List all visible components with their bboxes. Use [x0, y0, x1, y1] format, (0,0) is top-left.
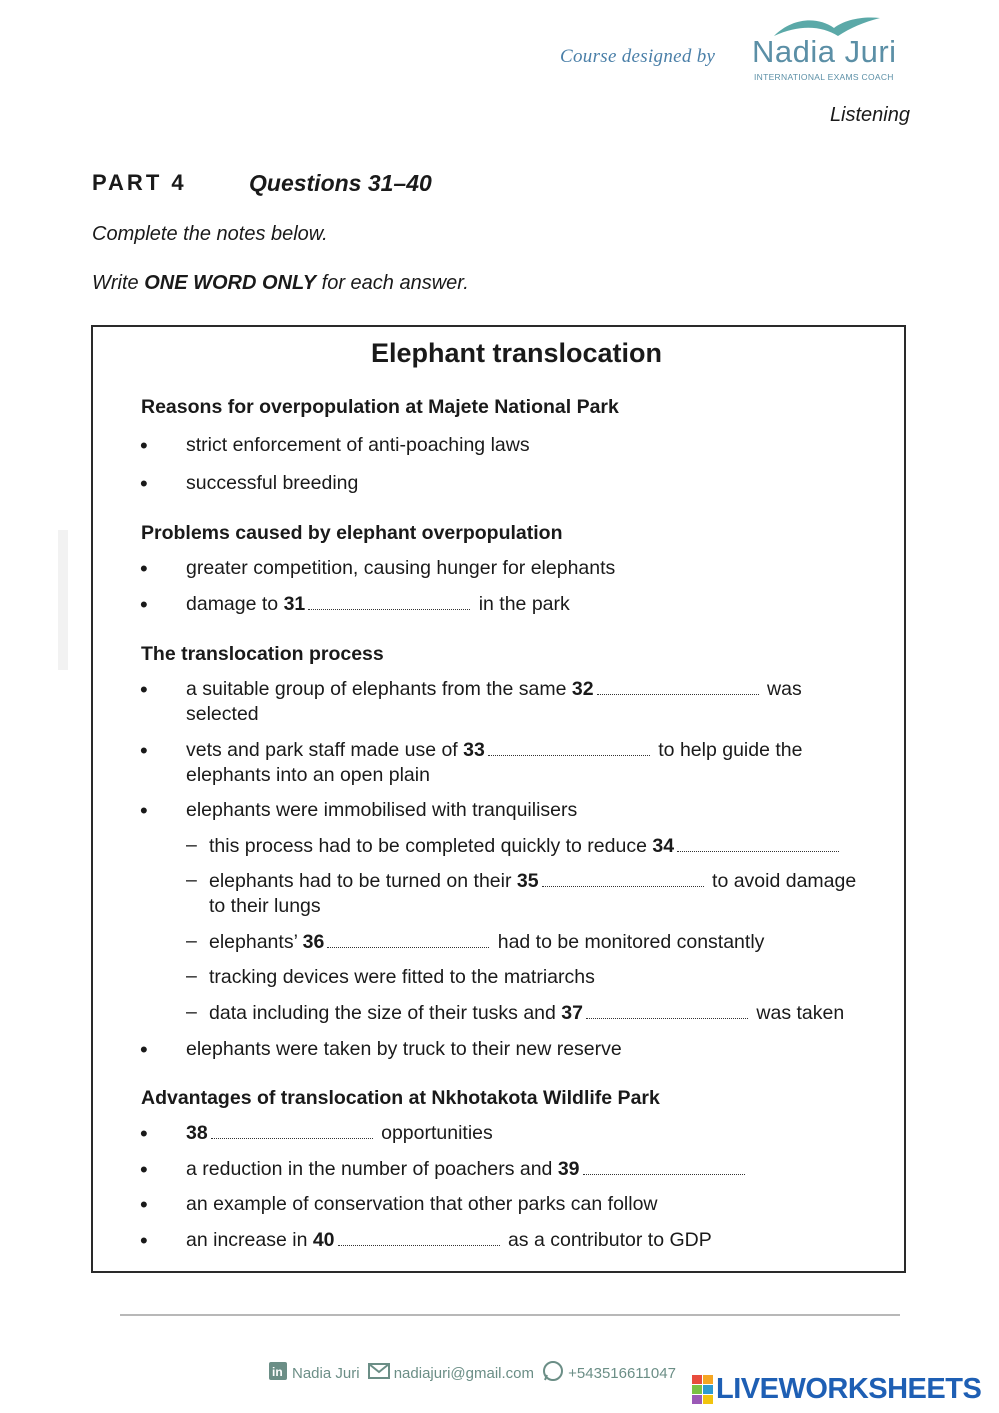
answer-blank-34[interactable]	[677, 837, 839, 852]
answer-blank-31[interactable]	[308, 595, 470, 610]
email-address[interactable]: nadiajuri@gmail.com	[393, 1364, 534, 1382]
page-edge-shadow	[58, 530, 68, 670]
note-item: an example of conservation that other parks can follow	[186, 1193, 658, 1215]
answer-blank-33[interactable]	[488, 741, 650, 756]
dash-icon: –	[186, 930, 197, 952]
dash-icon: –	[186, 834, 197, 856]
answer-blank-32[interactable]	[597, 680, 759, 695]
liveworksheets-icon	[692, 1375, 714, 1405]
bullet-icon: •	[140, 1228, 148, 1253]
section-heading-process: The translocation process	[141, 643, 384, 665]
bullet-icon: •	[140, 592, 148, 617]
questions-range: Questions 31–40	[249, 170, 432, 196]
sub-item-q35: elephants had to be turned on their 35 to avoid damage to their lungs	[209, 870, 857, 917]
note-item: elephants were taken by truck to their new reserve	[186, 1038, 622, 1060]
notes-title: Elephant translocation	[370, 338, 663, 368]
note-item: greater competition, causing hunger for elephants	[186, 557, 616, 579]
instruction-complete: Complete the notes below.	[92, 223, 328, 245]
svg-text:in: in	[272, 1365, 283, 1379]
part-label: PART 4	[92, 170, 187, 195]
bullet-icon: •	[140, 1037, 148, 1062]
course-designed-by: Course designed by	[560, 46, 716, 67]
note-item-q40: an increase in 40 as a contributor to GDP	[186, 1229, 712, 1251]
logo-subtitle: INTERNATIONAL EXAMS COACH	[754, 72, 894, 82]
note-item-q33: vets and park staff made use of 33 to help guide the elephants into an open plain	[186, 739, 803, 786]
bullet-icon: •	[140, 471, 148, 496]
section-label: Listening	[829, 104, 910, 126]
note-item: strict enforcement of anti-poaching laws	[186, 434, 530, 456]
section-heading-problems: Problems caused by elephant overpopulation	[141, 522, 563, 544]
phone-number[interactable]: +543516611047	[568, 1364, 676, 1382]
section-heading-reasons: Reasons for overpopulation at Majete National Park	[141, 396, 619, 418]
note-item-q39: a reduction in the number of poachers and 39	[186, 1157, 886, 1182]
sub-item-q36: elephants’ 36 had to be monitored constantly	[209, 931, 765, 953]
bullet-icon: •	[140, 1121, 148, 1146]
whatsapp-icon	[542, 1369, 564, 1386]
dash-icon: –	[186, 869, 197, 891]
bullet-icon: •	[140, 433, 148, 458]
dash-icon: –	[186, 965, 197, 987]
bullet-icon: •	[140, 1192, 148, 1217]
footer-divider	[120, 1314, 900, 1316]
note-item: successful breeding	[186, 472, 359, 494]
sub-item-q34: this process had to be completed quickly to reduce 34	[209, 834, 899, 859]
logo-name: Nadia Juri	[752, 34, 897, 69]
answer-blank-37[interactable]	[586, 1004, 748, 1019]
liveworksheets-brand: LIVEWORKSHEETS	[716, 1373, 982, 1405]
note-item-q38: 38 opportunities	[186, 1122, 493, 1144]
note-item-q31: damage to 31 in the park	[186, 593, 570, 615]
email-icon	[368, 1367, 390, 1384]
answer-blank-36[interactable]	[327, 933, 489, 948]
note-item-q32: a suitable group of elephants from the same 32 was selected	[186, 678, 802, 725]
bullet-icon: •	[140, 556, 148, 581]
sub-item: tracking devices were fitted to the matriarchs	[209, 966, 595, 988]
bullet-icon: •	[140, 1157, 148, 1182]
answer-blank-40[interactable]	[338, 1231, 500, 1246]
section-heading-advantages: Advantages of translocation at Nkhotakota Wildlife Park	[141, 1087, 660, 1109]
liveworksheets-logo	[692, 1373, 992, 1407]
answer-blank-38[interactable]	[211, 1124, 373, 1139]
answer-blank-39[interactable]	[583, 1160, 745, 1175]
note-item: elephants were immobilised with tranquilisers	[186, 799, 578, 821]
brand-logo	[752, 14, 912, 86]
sub-item-q37: data including the size of their tusks and 37 was taken	[209, 1002, 845, 1024]
linkedin-icon	[268, 1365, 288, 1385]
bullet-icon: •	[140, 677, 148, 702]
instruction-word-limit: Write ONE WORD ONLY for each answer.	[92, 272, 469, 294]
bullet-icon: •	[140, 798, 148, 823]
contact-bar	[268, 1360, 680, 1386]
dash-icon: –	[186, 1001, 197, 1023]
answer-blank-35[interactable]	[542, 872, 704, 887]
linkedin-name[interactable]: Nadia Juri	[292, 1364, 360, 1382]
bullet-icon: •	[140, 738, 148, 763]
